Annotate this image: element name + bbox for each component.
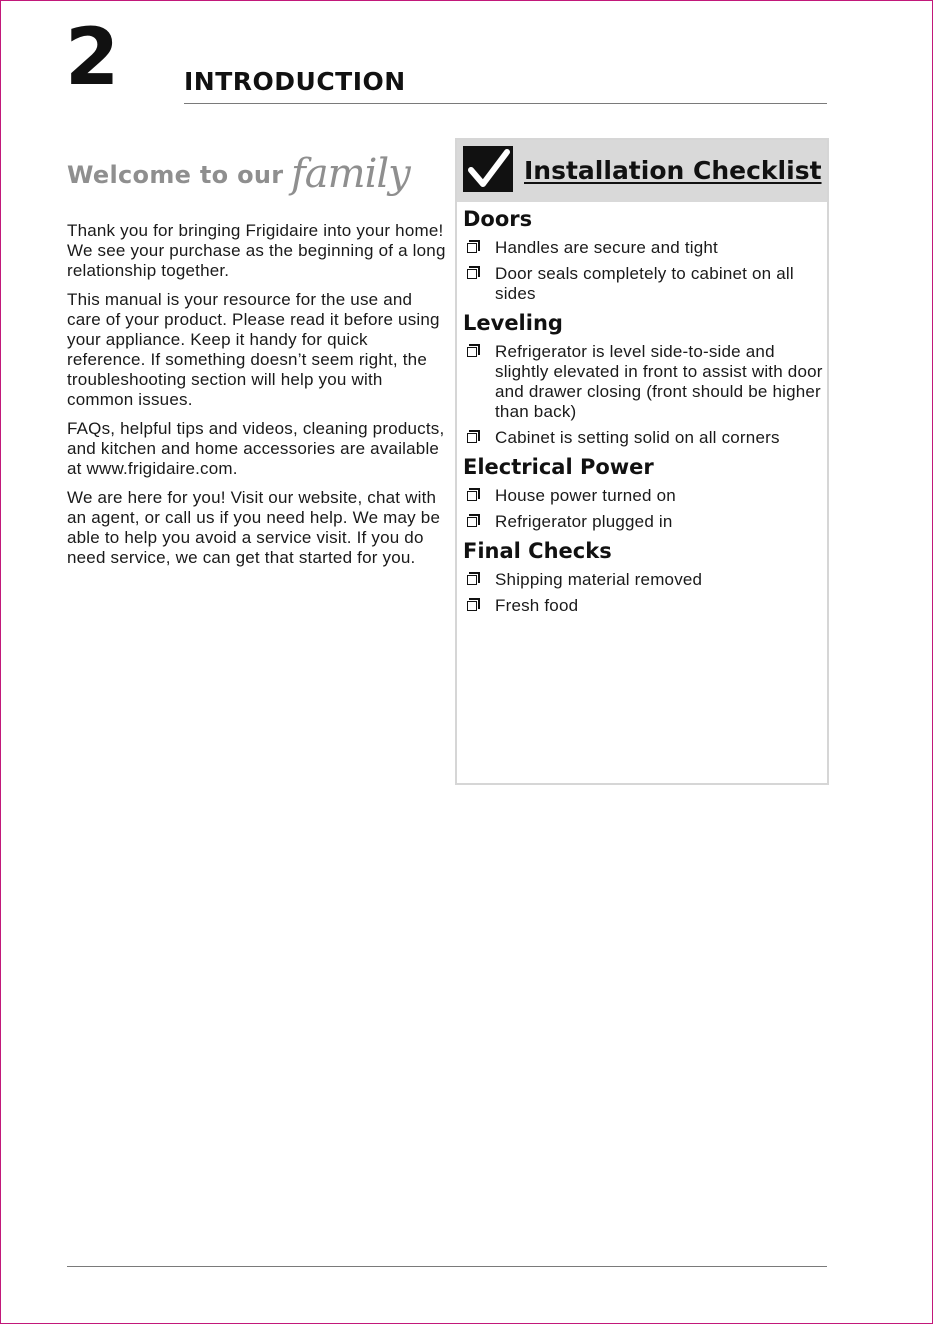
intro-paragraph: Thank you for bringing Frigidaire into your home! We see your purchase as the beginning of a long relationship together. — [67, 221, 446, 280]
checklist-item[interactable] — [463, 512, 823, 532]
checkbox-icon[interactable] — [467, 347, 477, 357]
checklist-item-label: Door seals completely to cabinet on all sides — [495, 264, 794, 303]
checklist-section-doors — [463, 206, 823, 304]
checkbox-icon[interactable] — [467, 517, 477, 527]
checkbox-icon[interactable] — [467, 433, 477, 443]
checklist-item-label: Fresh food — [495, 596, 579, 615]
page-number: 2 — [65, 13, 118, 103]
checklist-item-label: Handles are secure and tight — [495, 238, 718, 257]
checklist-item[interactable] — [463, 596, 823, 616]
welcome-lead: Welcome to our — [67, 161, 284, 189]
checklist-section-electrical-power — [463, 454, 823, 532]
checkbox-icon[interactable] — [467, 243, 477, 253]
intro-paragraph: This manual is your resource for the use and care of your product. Please read it before using your appliance. Keep it handy for quick reference. If something doesn’t seem right, the troubleshooting section will help you with common issues. — [67, 290, 440, 409]
checklist-section-leveling — [463, 310, 823, 448]
installation-checklist — [455, 138, 829, 785]
section-title: INTRODUCTION — [184, 67, 406, 96]
intro-paragraph: We are here for you! Visit our website, chat with an agent, or call us if you need help. We may be able to help you avoid a service visit. If you do need service, we can get that started for you. — [67, 488, 441, 567]
checkbox-icon[interactable] — [467, 269, 477, 279]
footer-rule — [67, 1266, 827, 1267]
checkbox-icon[interactable] — [467, 601, 477, 611]
checklist-title: Installation Checklist — [524, 156, 822, 185]
checklist-item[interactable] — [463, 570, 823, 590]
checklist-body — [463, 204, 823, 622]
intro-paragraph: FAQs, helpful tips and videos, cleaning products, and kitchen and home accessories are available at www.frigidaire.com. — [67, 419, 445, 478]
checkbox-icon[interactable] — [467, 575, 477, 585]
welcome-script: family — [291, 151, 410, 197]
header-rule — [184, 103, 827, 104]
checklist-item-label: House power turned on — [495, 486, 676, 505]
checklist-section-heading: Final Checks — [463, 539, 612, 563]
checklist-header — [457, 140, 827, 202]
checkmark-icon — [463, 146, 513, 192]
welcome-heading — [67, 151, 437, 221]
checkbox-icon[interactable] — [467, 491, 477, 501]
checklist-item-label: Refrigerator plugged in — [495, 512, 673, 531]
checklist-item[interactable] — [463, 486, 823, 506]
checklist-section-heading: Electrical Power — [463, 455, 654, 479]
intro-text — [67, 221, 447, 577]
checklist-section-final-checks — [463, 538, 823, 616]
checklist-item-label: Refrigerator is level side-to-side and slightly elevated in front to assist with door and drawer closing (front should be higher than back) — [495, 342, 823, 421]
checklist-item[interactable] — [463, 238, 823, 258]
checklist-item[interactable] — [463, 342, 823, 422]
checklist-section-heading: Leveling — [463, 311, 563, 335]
checklist-item[interactable] — [463, 428, 823, 448]
checklist-section-heading: Doors — [463, 207, 533, 231]
checklist-item-label: Cabinet is setting solid on all corners — [495, 428, 780, 447]
checklist-item-label: Shipping material removed — [495, 570, 703, 589]
checklist-item[interactable] — [463, 264, 823, 304]
